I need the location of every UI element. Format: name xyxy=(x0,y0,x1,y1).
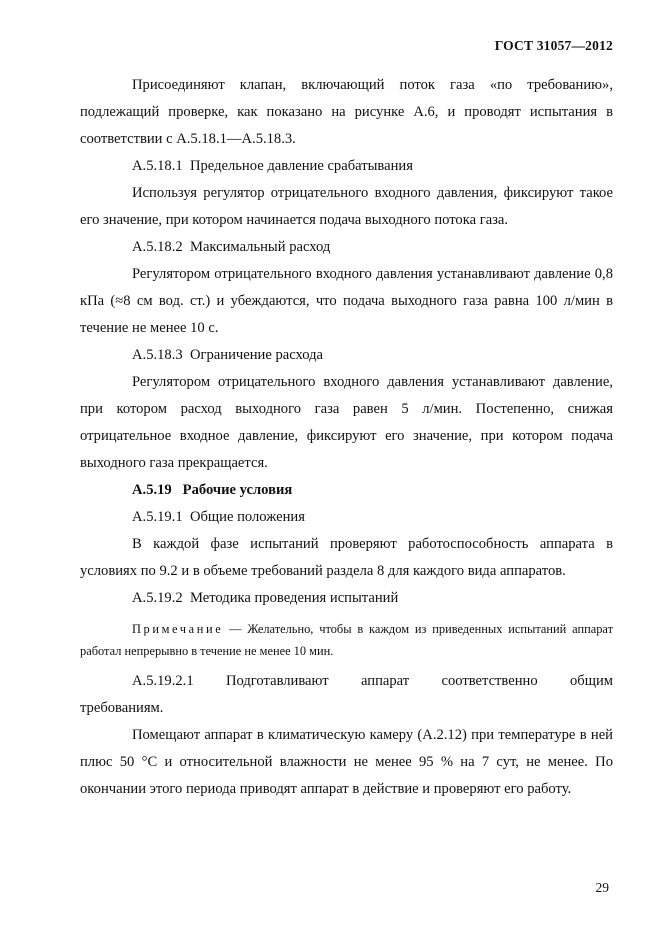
note xyxy=(80,618,613,662)
heading-a5182: А.5.18.2 Максимальный расход xyxy=(132,239,331,255)
paragraph-a51921-word2: аппарат xyxy=(360,673,410,689)
paragraph-a51921-word1: Подготавливают xyxy=(225,673,329,689)
paragraph-a51921-number: А.5.19.2.1 xyxy=(132,673,194,689)
paragraph-a5183: Регулятором отрицательного входного давления устанавливают давление, при котором расход выходного газа равен 5 л/мин. Постепенно, снижая отрицательное входное давление, фиксируют его значение, при котором подача выходного газа прекращается. xyxy=(80,374,613,471)
paragraph-climatic-chamber: Помещают аппарат в климатическую камеру (А.2.12) при температуре в ней плюс 50 °С и относительной влажности не менее 95 % на 7 сут, не менее. По окончании этого периода приводят аппарат в действие и проверяют его работу. xyxy=(80,727,613,797)
note-text: — Желательно, чтобы в каждом из приведенных испытаний аппарат работал непрерывно в течение не менее 10 мин. xyxy=(80,622,613,658)
note-label: Примечание xyxy=(132,622,224,636)
paragraph-intro: Присоединяют клапан, включающий поток газа «по требованию», подлежащий проверке, как показано на рисунке А.6, и проводят испытания в соответствии с А.5.18.1—А.5.18.3. xyxy=(80,77,613,147)
paragraph-a51921-word3: соответственно xyxy=(441,673,538,689)
paragraph-a51921-line2: требованиям. xyxy=(80,700,164,716)
page-body xyxy=(80,72,613,803)
paragraph-a51921-line1 xyxy=(80,668,613,695)
paragraph-a51921-word4: общим xyxy=(569,673,613,689)
heading-a5191: А.5.19.1 Общие положения xyxy=(132,509,305,525)
heading-a5181: А.5.18.1 Предельное давление срабатывания xyxy=(132,158,413,174)
heading-a519: А.5.19 Рабочие условия xyxy=(132,482,293,498)
paragraph-a5181: Используя регулятор отрицательного входного давления, фиксируют такое его значение, при котором начинается подача выходного потока газа. xyxy=(80,185,613,228)
page-number: 29 xyxy=(595,880,609,895)
paragraph-a5191: В каждой фазе испытаний проверяют работоспособность аппарата в условиях по 9.2 и в объеме требований раздела 8 для каждого вида аппаратов. xyxy=(80,536,613,579)
document-header: ГОСТ 31057—2012 xyxy=(494,38,613,53)
heading-a5192: А.5.19.2 Методика проведения испытаний xyxy=(132,590,399,606)
paragraph-a5182: Регулятором отрицательного входного давления устанавливают давление 0,8 кПа (≈8 см вод. ст.) и убеждаются, что подача выходного газа равна 100 л/мин в течение не менее 10 с. xyxy=(80,266,613,336)
heading-a5183: А.5.18.3 Ограничение расхода xyxy=(132,347,324,363)
